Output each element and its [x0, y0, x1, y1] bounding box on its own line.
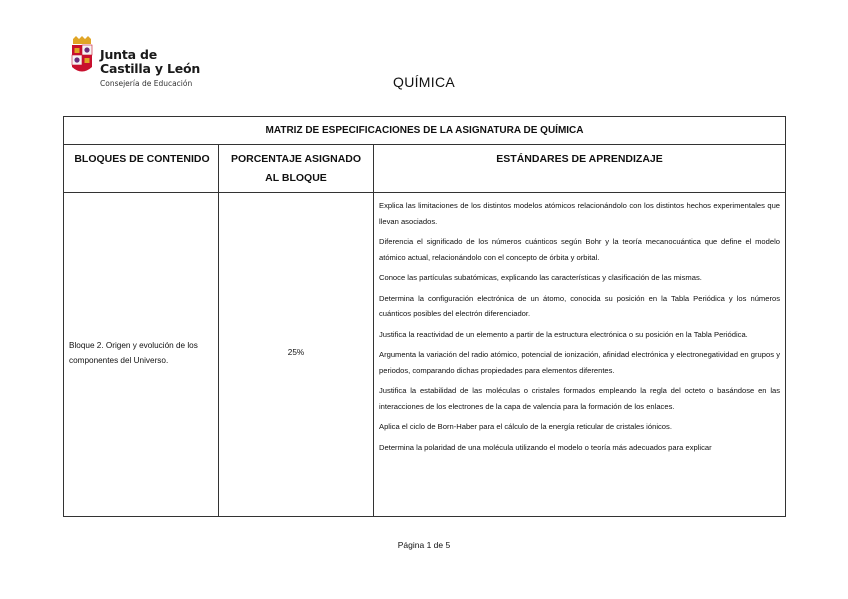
header-estandares: ESTÁNDARES DE APRENDIZAJE	[374, 145, 786, 193]
standard-item: Justifica la estabilidad de las moléculas o cristales formados empleando la regla del octeto o basándose en las interacciones de los electrones de la capa de valencia para la formación de los enlaces.	[379, 386, 781, 411]
logo-line-2: Castilla y León	[100, 61, 201, 76]
header-bloques: BLOQUES DE CONTENIDO	[64, 145, 219, 193]
standard-item: Determina la configuración electrónica de un átomo, conocida su posición en la Tabla Periódica y los números cuánticos posibles del electrón diferenciador.	[379, 293, 781, 318]
page-title: QUÍMICA	[393, 74, 455, 90]
standard-item: Determina la polaridad de una molécula utilizando el modelo o teoría más adecuados para explicar	[379, 442, 712, 452]
percentage-cell: 25%	[219, 193, 374, 517]
table-title: MATRIZ DE ESPECIFICACIONES DE LA ASIGNATURA DE QUÍMICA	[64, 117, 786, 145]
header-porcentaje-line-2: AL BLOQUE	[265, 172, 327, 184]
specifications-table	[63, 116, 786, 517]
coat-of-arms-icon	[70, 36, 94, 76]
header-porcentaje	[219, 145, 374, 193]
block-cell: Bloque 2. Origen y evolución de los componentes del Universo.	[64, 193, 219, 517]
table-title-row	[64, 117, 786, 145]
standard-item: Diferencia el significado de los números cuánticos según Bohr y la teoría mecanocuántica que define el modelo atómico actual, relacionándolo con el concepto de órbita y orbital.	[379, 237, 781, 262]
standards-list	[379, 198, 780, 511]
standard-item: Justifica la reactividad de un elemento a partir de la estructura electrónica o su posición en la Tabla Periódica.	[379, 329, 748, 339]
logo-line-1: Junta de	[100, 47, 158, 62]
table-header-row	[64, 145, 786, 193]
header-porcentaje-line-1: PORCENTAJE ASIGNADO	[230, 153, 362, 165]
table-row	[64, 193, 786, 517]
standard-item: Aplica el ciclo de Born-Haber para el cálculo de la energía reticular de cristales iónicos.	[379, 422, 672, 431]
page-number: Página 1 de 5	[397, 540, 451, 550]
standard-item: Argumenta la variación del radio atómico, potencial de ionización, afinidad electrónica y electronegatividad en grupos y periodos, comparando dichas propiedades para elementos diferentes.	[379, 350, 781, 375]
logo-line-3: Consejería de Educación	[100, 79, 193, 88]
standard-item: Explica las limitaciones de los distintos modelos atómicos relacionándolo con los distintos hechos experimentales que llevan asociados.	[379, 201, 781, 226]
standards-cell	[374, 193, 786, 517]
standard-item: Conoce las partículas subatómicas, explicando las características y clasificación de las mismas.	[379, 273, 702, 282]
